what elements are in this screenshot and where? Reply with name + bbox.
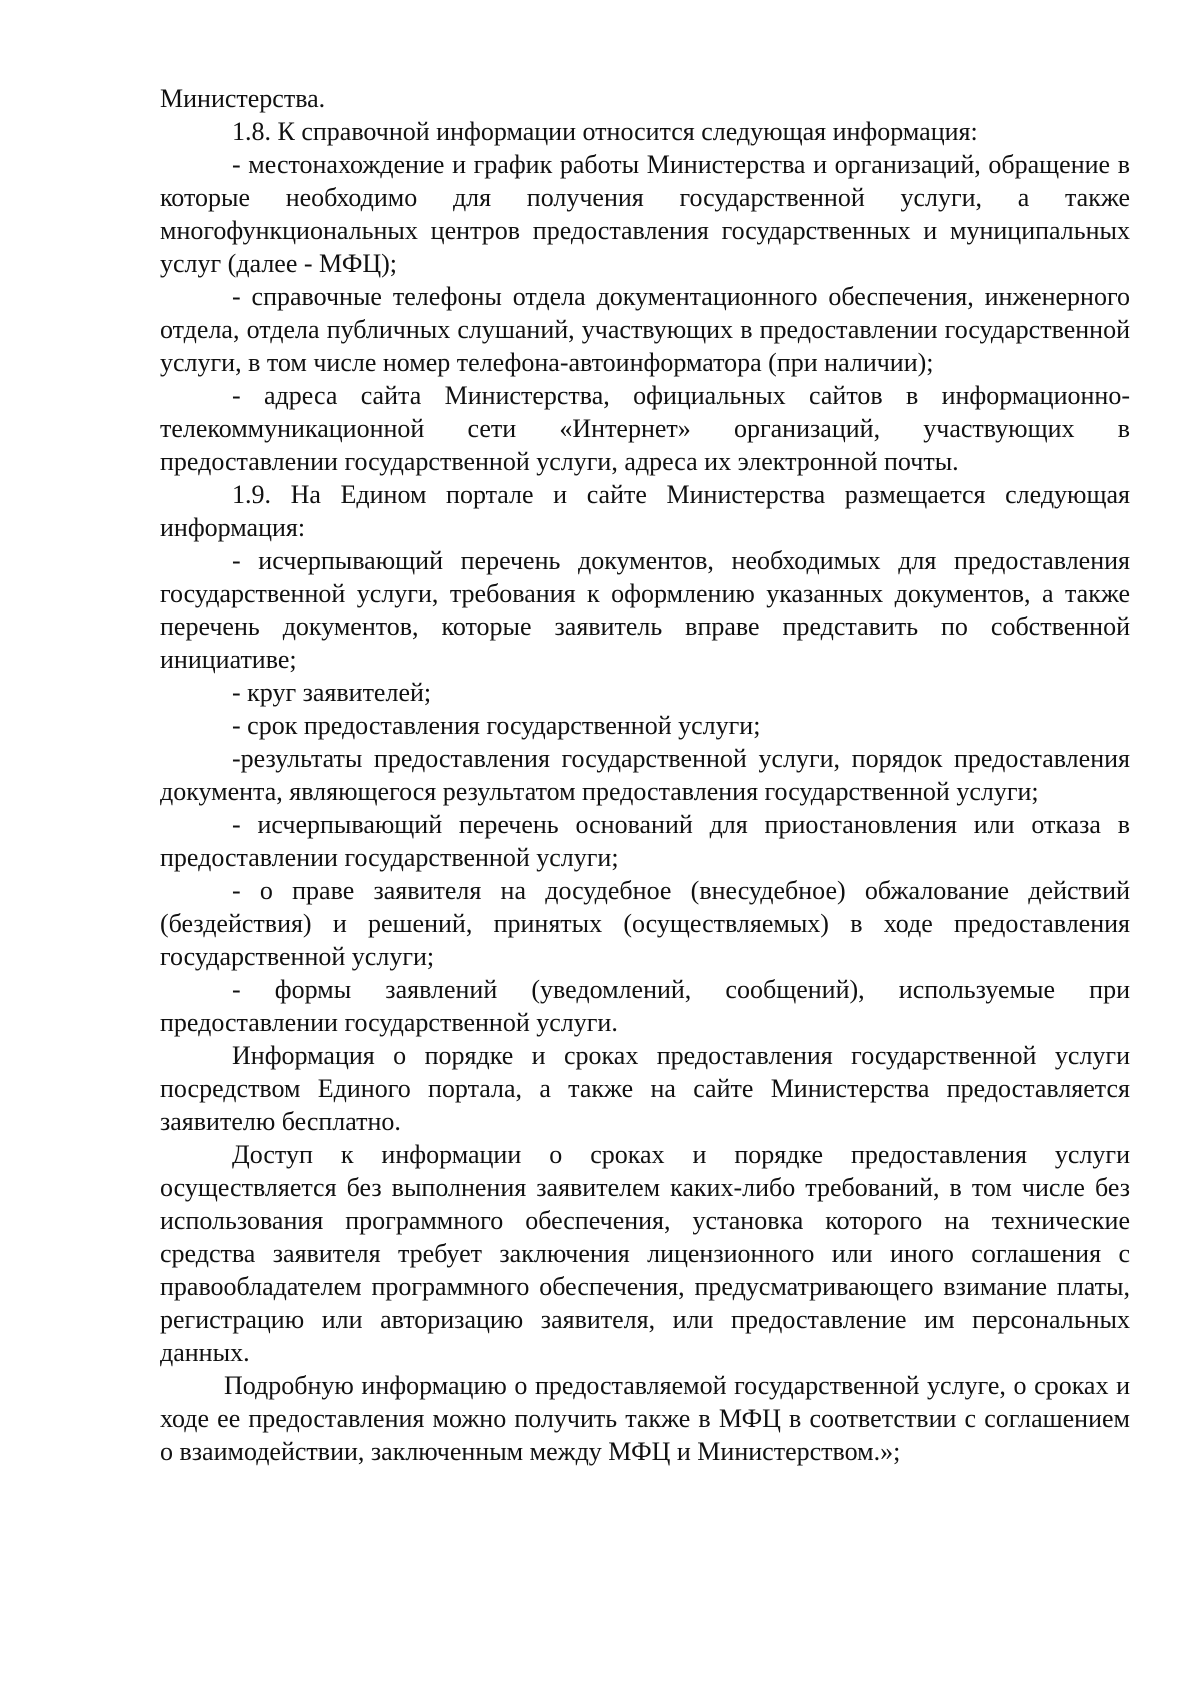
paragraph-reference-phones: - справочные телефоны отдела документационного обеспечения, инженерного отдела, отдела публичных слушаний, участвующих в предоставлении государственной услуги, в том числе номер телефона-автоинформатора (при наличии); xyxy=(160,282,1130,377)
paragraph-documents-list: - исчерпывающий перечень документов, необходимых для предоставления государственной услуги, требования к оформлению указанных документов, а также перечень документов, которые заявитель вправе представить по собственной инициативе; xyxy=(160,546,1130,674)
document-page xyxy=(160,82,1130,1468)
paragraph-access-conditions: Доступ к информации о сроках и порядке предоставления услуги осуществляется без выполнения заявителем каких-либо требований, в том числе без использования программного обеспечения, установка которого на технические средства заявителя требует заключения лицензионного или иного соглашения с правообладателем программного обеспечения, предусматривающего взимание платы, регистрацию или авторизацию заявителя, или предоставление им персональных данных. xyxy=(160,1140,1130,1367)
paragraph-application-forms: - формы заявлений (уведомлений, сообщений), используемые при предоставлении государственной услуги. xyxy=(160,975,1130,1037)
paragraph-location-schedule: - местонахождение и график работы Министерства и организаций, обращение в которые необходимо для получения государственной услуги, а также многофункциональных центров предоставления государственных и муниципальных услуг (далее - МФЦ); xyxy=(160,150,1130,278)
paragraph-service-results: -результаты предоставления государственной услуги, порядок предоставления документа, являющегося результатом предоставления государственной услуги; xyxy=(160,744,1130,806)
paragraph-free-information: Информация о порядке и сроках предоставления государственной услуги посредством Единого портала, а также на сайте Министерства предоставляется заявителю бесплатно. xyxy=(160,1041,1130,1136)
paragraph-website-addresses: - адреса сайта Министерства, официальных сайтов в информационно-телекоммуникационной сети «Интернет» организаций, участвующих в предоставлении государственной услуги, адреса их электронной почты. xyxy=(160,381,1130,476)
paragraph-continuation: Министерства. xyxy=(160,84,326,113)
paragraph-applicants: - круг заявителей; xyxy=(232,678,432,707)
paragraph-appeal-right: - о праве заявителя на досудебное (внесудебное) обжалование действий (бездействия) и решений, принятых (осуществляемых) в ходе предоставления государственной услуги; xyxy=(160,876,1130,971)
paragraph-1-8-heading: 1.8. К справочной информации относится следующая информация: xyxy=(232,117,978,146)
paragraph-service-term: - срок предоставления государственной услуги; xyxy=(232,711,761,740)
paragraph-1-9-heading: 1.9. На Едином портале и сайте Министерства размещается следующая информация: xyxy=(160,480,1130,542)
paragraph-mfc-information: Подробную информацию о предоставляемой государственной услуге, о сроках и ходе ее предоставления можно получить также в МФЦ в соответствии с соглашением о взаимодействии, заключенным между МФЦ и Министерством.»; xyxy=(160,1371,1130,1466)
paragraph-refusal-grounds: - исчерпывающий перечень оснований для приостановления или отказа в предоставлении государственной услуги; xyxy=(160,810,1130,872)
